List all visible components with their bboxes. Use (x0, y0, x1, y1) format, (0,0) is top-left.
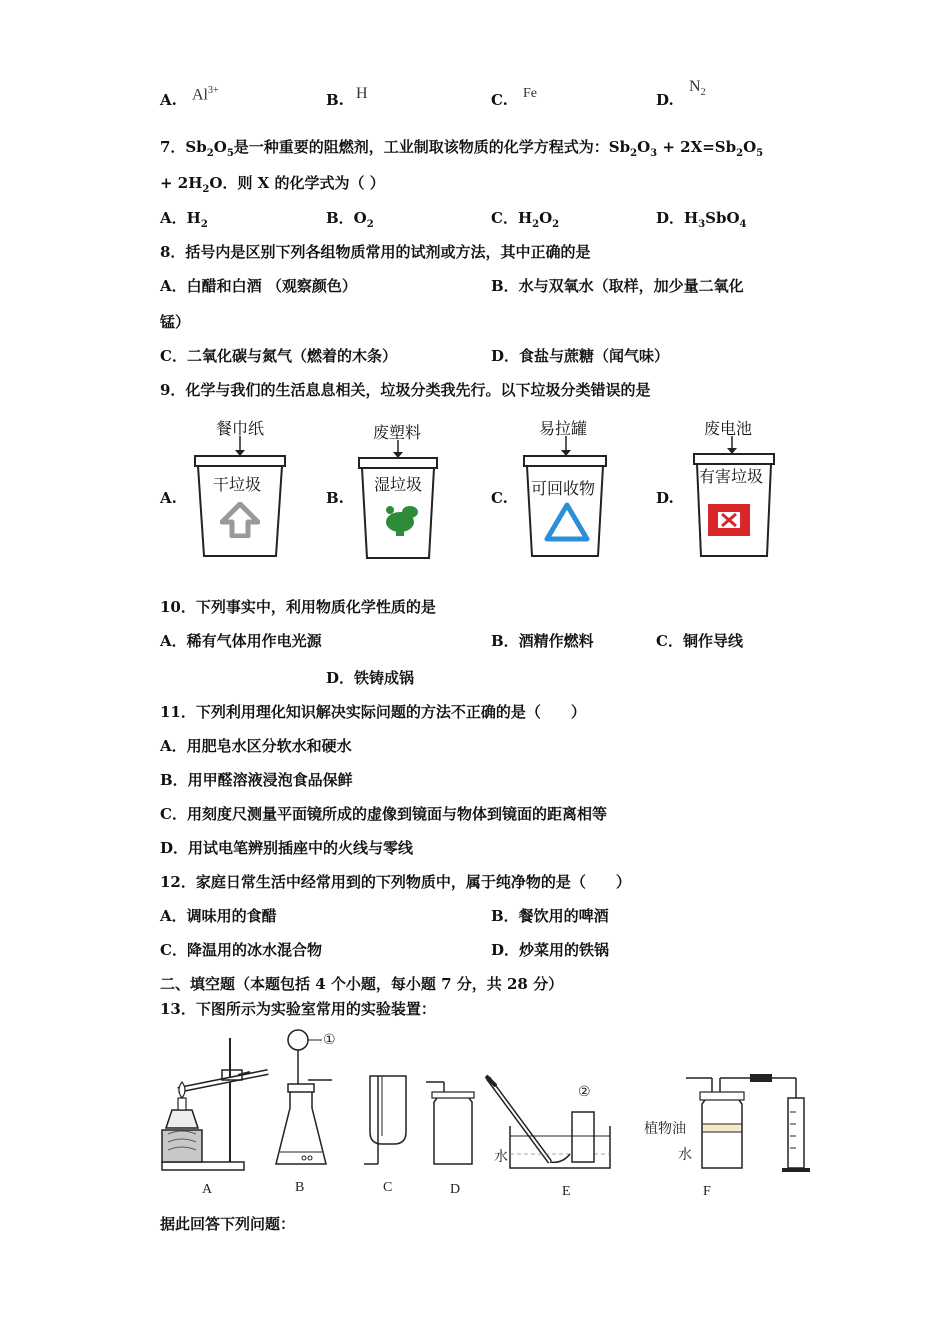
q7-stem-line2: + $2H_2O$．则 X 的化学式为（ ） (160, 174, 385, 195)
q7-option-a: A．$H_2$ (160, 209, 208, 230)
q9-option-a-letter: A. (160, 489, 177, 507)
bin-a-recycle-icon (220, 502, 260, 538)
q6-option-a-symbol: $Al^{3+}$ (192, 85, 219, 104)
q7-option-c: C．$H_2O_2$ (491, 209, 560, 230)
q7-option-b: B．$O_2$ (326, 209, 374, 230)
bin-b-bin-label: 湿垃圾 (374, 475, 423, 494)
apparatus-b-label: B (295, 1180, 305, 1195)
q9-option-b-letter: B. (326, 489, 344, 507)
bin-b-food-icon (380, 500, 424, 538)
q12-option-d: D．炒菜用的铁锅 (491, 941, 610, 959)
q13-stem: 13．下图所示为实验室常用的实验装置： (160, 1000, 436, 1018)
q11-option-a: A．用肥皂水区分软水和硬水 (160, 737, 352, 755)
q9-stem: 9．化学与我们的生活息息相关，垃圾分类我先行。以下垃圾分类错误的是 (160, 381, 651, 399)
q8-option-c: C．二氧化碳与氮气（燃着的木条） (160, 347, 397, 365)
q8-stem: 8．括号内是区别下列各组物质常用的试剂或方法，其中正确的是 (160, 243, 591, 261)
q11-option-c: C．用刻度尺测量平面镜所成的虚像到镜面与物体到镜面的距离相等 (160, 805, 607, 823)
apparatus-b-flask-setup (270, 1028, 360, 1176)
bin-c-recycle-icon (544, 502, 590, 542)
apparatus-e-label: E (562, 1184, 571, 1199)
bin-a-item-label: 餐巾纸 (216, 419, 265, 438)
q7-option-d: D．$H_3SbO_4$ (656, 209, 747, 230)
apparatus-b-mark-1: ① (323, 1032, 336, 1048)
q9-option-c-letter: C. (491, 489, 508, 507)
q11-option-d: D．用试电笔辨别插座中的火线与零线 (160, 839, 414, 857)
q12-stem: 12．家庭日常生活中经常用到的下列物质中，属于纯净物的是（ ） (160, 873, 631, 891)
q6-option-d-letter: D. (656, 91, 674, 109)
apparatus-d-label: D (450, 1182, 461, 1197)
apparatus-e-mark-2: ② (578, 1084, 591, 1100)
bin-c-drawing (520, 436, 612, 564)
apparatus-a-label: A (202, 1182, 213, 1197)
bin-d-drawing (690, 436, 780, 564)
q9-option-d-letter: D. (656, 489, 674, 507)
q10-option-c: C．铜作导线 (656, 632, 743, 650)
bin-b-item-label: 废塑料 (373, 423, 422, 442)
apparatus-c-gas-jar (360, 1072, 420, 1172)
q6-option-c-letter: C. (491, 91, 508, 109)
q13-answer-prompt: 据此回答下列问题： (160, 1215, 296, 1233)
q6-option-a-letter: A. (160, 91, 177, 109)
q10-stem: 10．下列事实中，利用物质化学性质的是 (160, 598, 436, 616)
q8-option-b-continued: 锰） (160, 313, 191, 331)
bin-d-hazard-icon (706, 502, 752, 538)
q12-option-b: B．餐饮用的啤酒 (491, 907, 609, 925)
section-2-heading: 二、填空题（本题包括 4 个小题，每小题 7 分，共 28 分） (160, 975, 564, 993)
q6-option-b-symbol: H (356, 85, 368, 102)
bin-d-bin-label: 有害垃圾 (699, 467, 764, 486)
q11-option-b: B．用甲醛溶液浸泡食品保鲜 (160, 771, 353, 789)
bin-a-bin-label: 干垃圾 (213, 475, 262, 494)
q10-option-a: A．稀有气体用作电光源 (160, 632, 322, 650)
q12-option-c: C．降温用的冰水混合物 (160, 941, 322, 959)
q8-option-d: D．食盐与蔗糖（闻气味） (491, 347, 670, 365)
apparatus-f-oil-label: 植物油 (644, 1121, 686, 1137)
apparatus-f-oil-measuring-setup (686, 1068, 826, 1176)
bin-d-item-label: 废电池 (704, 419, 753, 438)
q6-option-d-symbol: $N_2$ (689, 78, 706, 99)
apparatus-e-water-label: 水 (494, 1149, 508, 1165)
bin-a-drawing (190, 436, 300, 564)
apparatus-f-label: F (703, 1184, 711, 1199)
q6-option-b-letter: B. (326, 91, 344, 109)
q6-option-c-symbol: Fe (523, 86, 537, 101)
q8-option-a: A．白醋和白酒 （观察颜色） (160, 277, 357, 295)
bin-c-bin-label: 可回收物 (531, 479, 596, 498)
q7-stem-line1: 7．$Sb_2O_5$是一种重要的阻燃剂，工业制取该物质的化学方程式为：$Sb_2O_3 + 2X=Sb_2O_5$ (160, 138, 764, 159)
q8-option-b: B．水与双氧水（取样，加少量二氧化 (491, 277, 744, 295)
q10-option-b: B．酒精作燃料 (491, 632, 594, 650)
apparatus-d-gas-bottle (420, 1072, 480, 1172)
q10-option-d: D．铁铸成锅 (326, 669, 415, 687)
apparatus-f-water-label: 水 (678, 1147, 692, 1163)
apparatus-c-label: C (383, 1180, 393, 1195)
q11-stem: 11．下列利用理化知识解决实际问题的方法不正确的是（ ） (160, 703, 586, 721)
apparatus-a-heating-setup (158, 1028, 278, 1176)
bin-c-item-label: 易拉罐 (539, 419, 588, 438)
q12-option-a: A．调味用的食醋 (160, 907, 277, 925)
